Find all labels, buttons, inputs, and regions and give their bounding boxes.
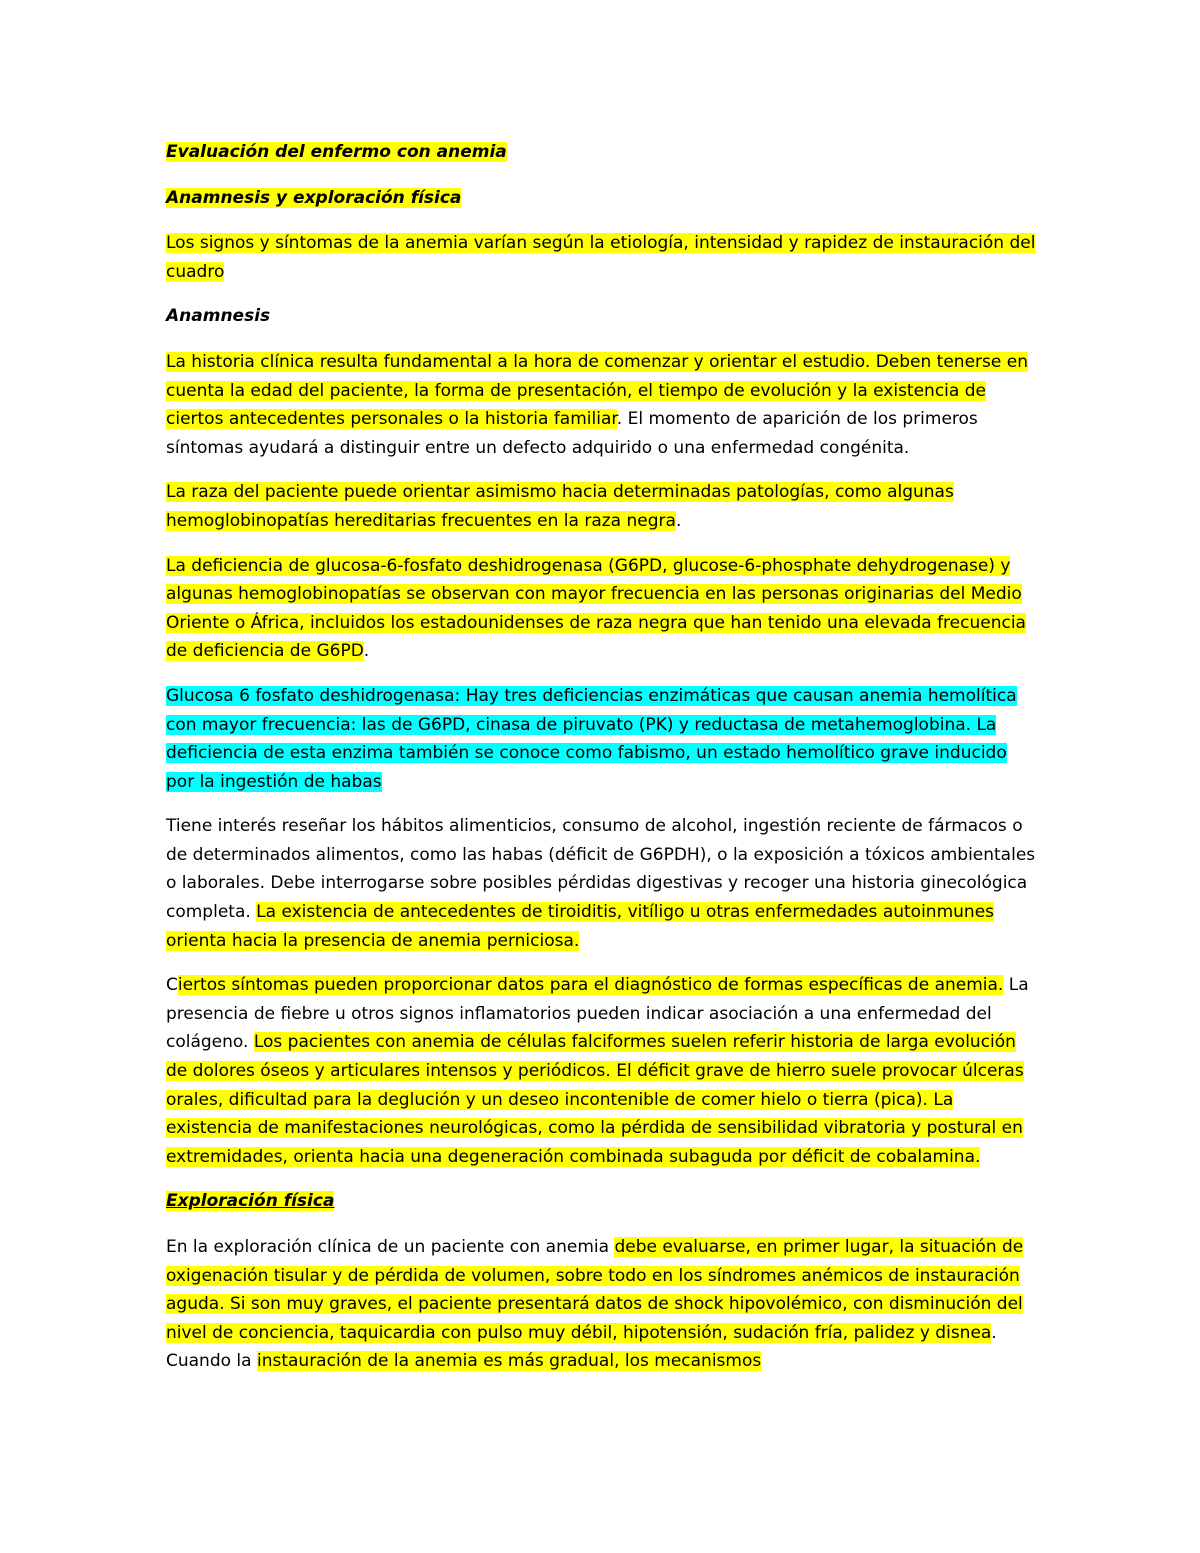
heading-exploracion-fisica — [166, 1187, 1038, 1216]
text-run: Tiene interés reseñar los hábitos alimenticios, consumo de alcohol, ingestión reciente de fármacos o de determinados alimentos, como las habas (déficit de G6PDH), o la exposición a tóxicos ambientales o laborales. Debe interrogarse sobre posibles pérdidas digestivas y recoger una historia ginecológica completa. — [166, 816, 1036, 923]
highlighted-text-run: La deficiencia de glucosa-6-fosfato deshidrogenasa (G6PD, glucose-6-phosphate dehydrogenase) y algunas hemoglobinopatías se observan con mayor frecuencia en las personas originarias del Medio Oriente o África, incluidos los estadounidenses de raza negra que han tenido una elevada frecuencia de deficiencia de G6PD — [166, 555, 1026, 662]
highlighted-text-run: Glucosa 6 fosfato deshidrogenasa: Hay tres deficiencias enzimáticas que causan anemia hemolítica con mayor frecuencia: las de G6PD, cinasa de piruvato (PK) y reductasa de metahemoglobina. La deficiencia de esta enzima también se conoce como fabismo, un estado hemolítico grave inducido por la ingestión de habas — [166, 685, 1017, 792]
paragraph-glucosa-6-fosfato — [166, 682, 1038, 796]
paragraph-raza — [166, 478, 1038, 535]
text-run: C — [166, 975, 178, 996]
highlighted-text-run: Evaluación del enfermo con anemia — [166, 142, 507, 162]
highlighted-text-run: iertos síntomas pueden proporcionar datos para el diagnóstico de formas específicas de anemia. — [177, 975, 1004, 996]
paragraph-g6pd — [166, 552, 1038, 666]
heading-anamnesis — [166, 302, 1038, 331]
document-page — [166, 138, 1038, 1392]
heading-evaluacion — [166, 138, 1038, 167]
highlighted-text-run: Los signos y síntomas de la anemia varían según la etiología, intensidad y rapidez de instauración del cuadro — [166, 233, 1036, 282]
text-run: . El momento de aparición de los primeros síntomas ayudará a distinguir entre un defecto adquirido o una enfermedad congénita. — [166, 409, 978, 458]
text-run: . Cuando la — [166, 1322, 997, 1372]
highlighted-text-run: La raza del paciente puede orientar asimismo hacia determinadas patologías, como algunas hemoglobinopatías hereditarias frecuentes en la raza negra — [166, 482, 954, 531]
highlighted-text-run: La historia clínica resulta fundamental a la hora de comenzar y orientar el estudio. Deben tenerse en cuenta la edad del paciente, la forma de presentación, el tiempo de evolución y la existencia de ciertos antecedentes personales o la historia familiar — [166, 351, 1028, 430]
text-run: En la exploración clínica de un paciente con anemia — [166, 1237, 615, 1257]
highlighted-text-run: Anamnesis y exploración física — [166, 187, 462, 208]
highlighted-text-run: instauración de la anemia es más gradual, los mecanismos — [256, 1351, 762, 1372]
text-run: La presencia de fiebre u otros signos inflamatorios pueden indicar asociación a una enfermedad del colágeno. — [166, 975, 1029, 1053]
text-run: Anamnesis — [166, 306, 271, 327]
text-run: . — [363, 641, 370, 662]
text-run: . — [675, 510, 682, 531]
highlighted-text-run: Exploración física — [166, 1191, 335, 1212]
paragraph-exploracion — [166, 1233, 1038, 1376]
paragraph-sintomas — [166, 971, 1038, 1171]
highlighted-text-run: Los pacientes con anemia de células falciformes suelen referir historia de larga evolución de dolores óseos y articulares intensos y periódicos. El déficit grave de hierro suele provocar úlceras orales, dificultad para la deglución y un deseo incontenible de comer hielo o tierra (pica). La existencia de manifestaciones neurológicas, como la pérdida de sensibilidad vibratoria y postural en extremidades, orienta hacia una degeneración combinada subaguda por déficit de cobalamina. — [166, 1032, 1024, 1167]
heading-anamnesis-exploracion — [166, 184, 1038, 213]
paragraph-habitos — [166, 812, 1038, 955]
highlighted-text-run: La existencia de antecedentes de tiroiditis, vitíligo u otras enfermedades autoinmunes orienta hacia la presencia de anemia perniciosa. — [166, 902, 995, 951]
paragraph-signos-sintomas — [166, 229, 1038, 286]
highlighted-text-run: debe evaluarse, en primer lugar, la situación de oxigenación tisular y de pérdida de volumen, sobre todo en los síndromes anémicos de instauración aguda. Si son muy graves, el paciente presentará datos de shock hipovolémico, con disminución del nivel de conciencia, taquicardia con pulso muy débil, hipotensión, sudación fría, palidez y disnea — [166, 1237, 1024, 1343]
paragraph-historia-clinica — [166, 348, 1038, 462]
